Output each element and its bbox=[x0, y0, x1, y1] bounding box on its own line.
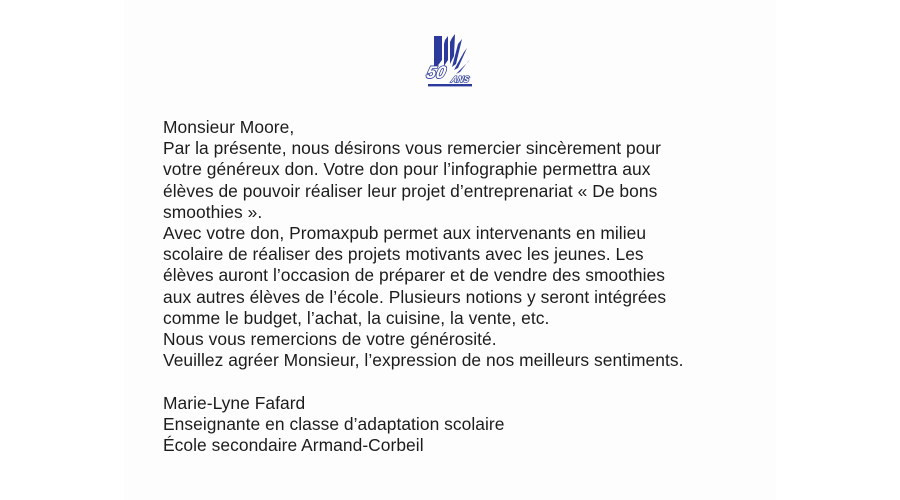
paragraph-2-line-5: comme le budget, l’achat, la cuisine, la vente, etc. bbox=[163, 307, 550, 328]
logo-text: ANS bbox=[450, 74, 471, 84]
paragraph-2-line-1: Avec votre don, Promaxpub permet aux intervenants en milieu bbox=[163, 223, 647, 244]
paragraph-1-line-4: smoothies ». bbox=[163, 201, 263, 222]
paragraph-1-line-1: Par la présente, nous désirons vous remercier sincèrement pour bbox=[163, 138, 662, 159]
signature-name: Marie-Lyne Fafard bbox=[163, 392, 306, 413]
logo-underline bbox=[428, 84, 472, 86]
signature-title: Enseignante en classe d’adaptation scolaire bbox=[163, 413, 505, 434]
greeting: Monsieur Moore, bbox=[163, 117, 295, 137]
paragraph-2-line-3: élèves auront l’occasion de préparer et de vendre des smoothies bbox=[163, 265, 665, 286]
logo-number: 50 bbox=[424, 62, 448, 82]
paragraph-2-line-4: aux autres élèves de l’école. Plusieurs notions y seront intégrées bbox=[163, 286, 667, 307]
signature-spacer bbox=[163, 371, 763, 392]
signature-school: École secondaire Armand-Corbeil bbox=[163, 435, 424, 456]
closing-line: Veuillez agréer Monsieur, l’expression de nos meilleurs sentiments. bbox=[163, 350, 684, 371]
anniversary-logo bbox=[422, 34, 478, 88]
paragraph-2-line-2: scolaire de réaliser des projets motivants avec les jeunes. Les bbox=[163, 244, 644, 265]
paragraph-1-line-3: élèves de pouvoir réaliser leur projet d’entreprenariat « De bons bbox=[163, 180, 658, 201]
thanks-line: Nous vous remercions de votre générosité. bbox=[163, 329, 497, 350]
letter-body bbox=[163, 117, 763, 456]
paragraph-1-line-2: votre généreux don. Votre don pour l’infographie permettra aux bbox=[163, 159, 651, 180]
